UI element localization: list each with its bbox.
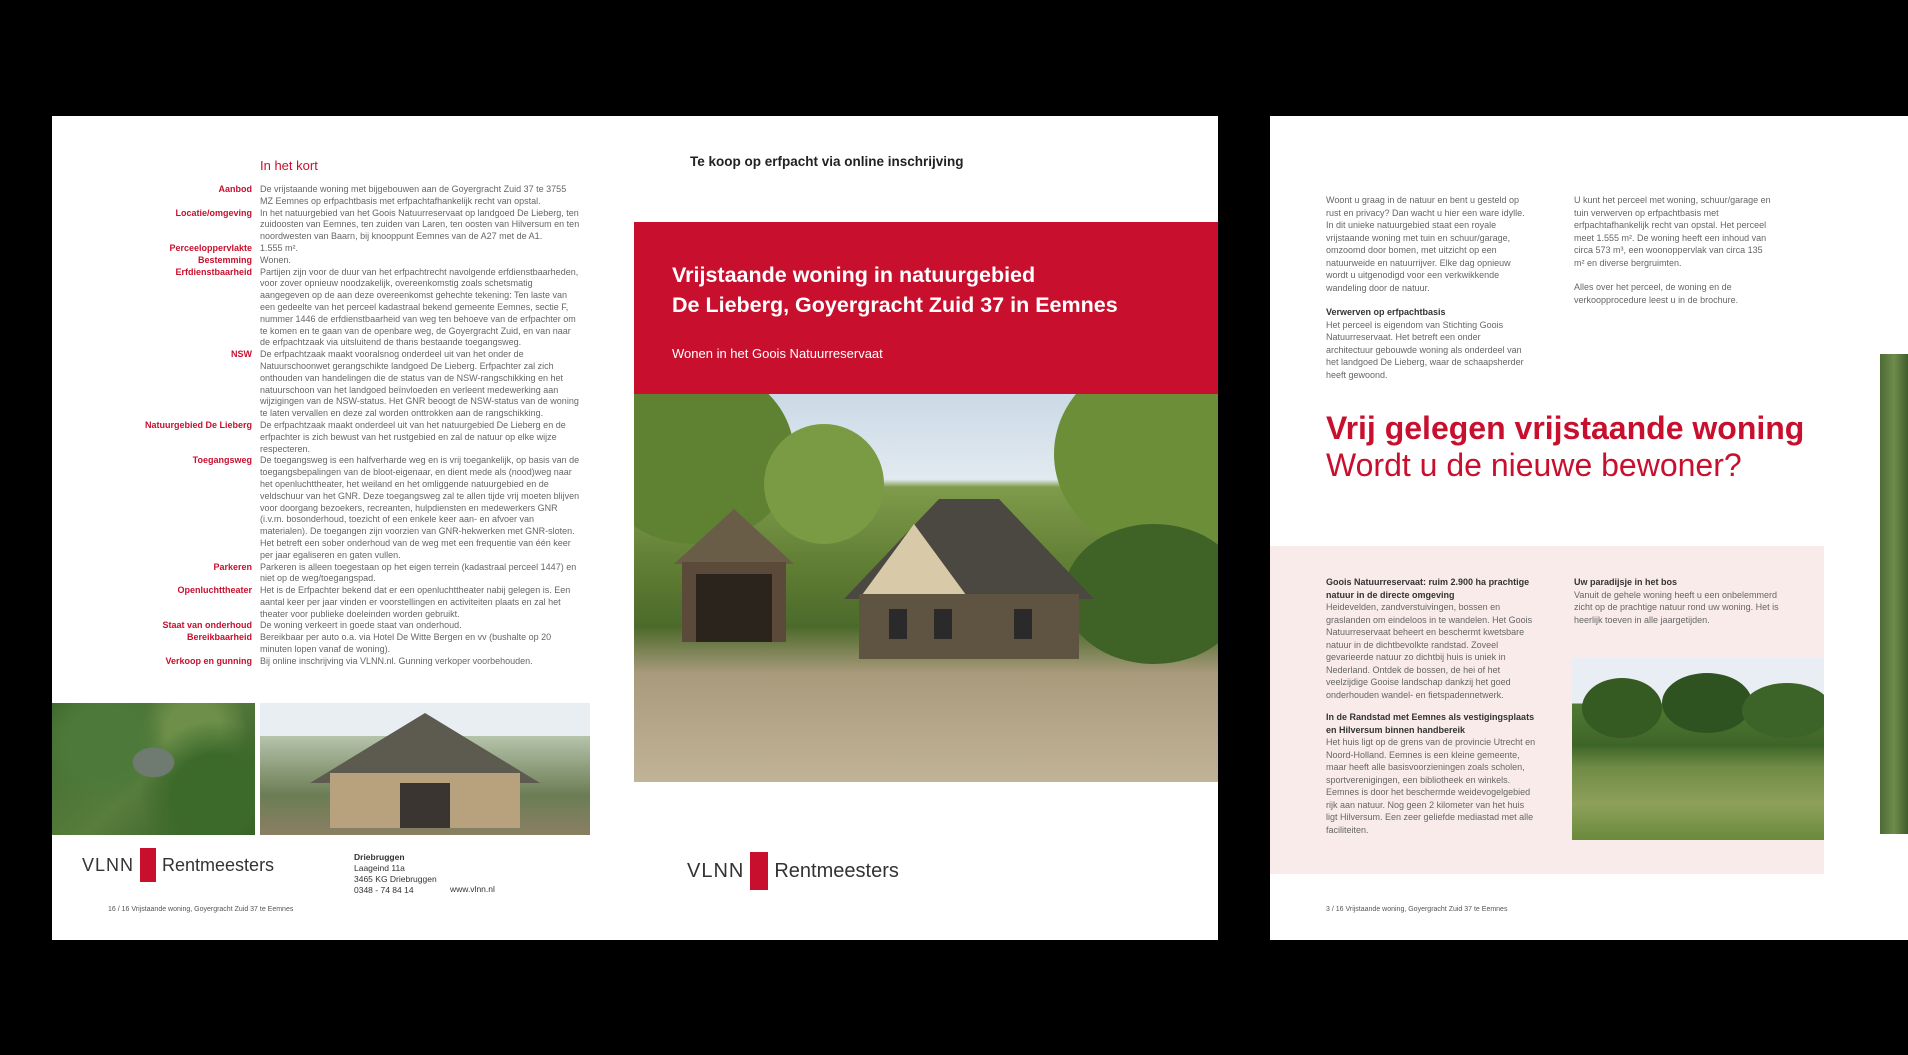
page-headline bbox=[1326, 410, 1804, 484]
office-address bbox=[354, 852, 437, 896]
fact-value: De toegangsweg is een halfverharde weg en is vrij toegankelijk, op basis van de toegangsbepalingen van de bloot-eigenaar, en dient mede als (nood)weg naar het openluchttheater, het weiland en het omliggende natuurgebied en de veldschuur van het GNR. Deze toegangsweg zal te allen tijde vrij moeten blijven voor doorgang bezoekers, recreanten, hulpdiensten en medewerkers GNR (i.v.m. bosonderhoud, toezicht of een enkele keer aan- en afvoer van materialen). De toegangen zijn voorzien van GNR-hekwerken met GNR-sloten. Het betreft een sober onderhoud van de weg met een frequentie van één keer per jaar egaliseren en gaten vullen. bbox=[260, 455, 580, 560]
intro-paragraph: Het perceel is eigendom van Stichting Goois Natuurreservaat. Het betreft een onder architectuur gebouwde woning als onderdeel van het landgoed De Lieberg, waar de schaapsherder heeft gewoond. bbox=[1326, 319, 1524, 380]
info-box-column-right bbox=[1574, 576, 1784, 636]
logo-text-left: VLNN bbox=[82, 854, 135, 875]
fact-row bbox=[112, 620, 638, 632]
fact-label: Perceeloppervlakte bbox=[169, 242, 252, 253]
brochure-spread-left bbox=[52, 116, 1218, 940]
intro-column-right bbox=[1574, 194, 1774, 318]
door-shape bbox=[400, 783, 450, 828]
logo-text-left: VLNN bbox=[687, 859, 745, 882]
fact-value: De erfpachtzaak maakt onderdeel uit van het natuurgebied De Lieberg en de erfpachter is zich bewust van het rustgebied en zal de natuur op elke wijze respecteren. bbox=[260, 419, 566, 454]
box-paragraph: Het huis ligt op de grens van de provincie Utrecht en Noord-Holland. Eemnes is een kleine gemeente, maar heeft alle basisvoorzieningen zoals scholen, sportverenigingen, een bibliotheek en winkels. Eemnes is door het beschermde weidevogelgebied rijk aan natuur. Nog geen 2 kilometer van het huis ligt Hilversum. Een zeer geliefde mediastad met alle faciliteiten. bbox=[1326, 737, 1536, 835]
fact-row bbox=[112, 585, 638, 620]
intro-column-left bbox=[1326, 194, 1526, 393]
fact-row bbox=[112, 656, 638, 668]
cover-title-line2: De Lieberg, Goyergracht Zuid 37 in Eemnes bbox=[672, 293, 1118, 317]
fact-value: In het natuurgebied van het Goois Natuurreservaat op landgoed De Lieberg, ten zuidoosten van Eemnes, ten zuiden van Laren, ten oosten van Hilversum en ten noordwesten van Baarn, bij knooppunt Eemnes van de A27 met de A1. bbox=[260, 207, 580, 242]
fact-row bbox=[112, 184, 638, 208]
fact-value: De woning verkeert in goede staat van onderhoud. bbox=[260, 620, 462, 631]
cover-subtitle: Wonen in het Goois Natuurreservaat bbox=[672, 346, 883, 361]
section-title: In het kort bbox=[260, 158, 318, 173]
fact-label: Bereikbaarheid bbox=[186, 632, 252, 643]
fact-row bbox=[112, 208, 638, 243]
fact-value: 1.555 m². bbox=[260, 242, 299, 253]
fact-value: Partijen zijn voor de duur van het erfpachtrecht navolgende erfdienstbaarheden, voor zover opnieuw noodzakelijk, overeenkomstig zoals schetsmatig aangegeven op de aan deze overeenkomst gehechte tekening: Ten laste van een gedeelte van het perceel kadastraal bekend gemeente Eemnes, sectie F, nummer 1446 de erfdienstbaarheid van weg ten behoeve van de erfpachter om te komen en te gaan van de openbare weg, de Goyergracht Zuid, en van naar de erfpachtzaak via uitsluitend de thans bestaande toegangsweg. bbox=[260, 266, 579, 348]
fact-row bbox=[112, 349, 638, 420]
page-footer: 16 / 16 Vrijstaande woning, Goyergracht Zuid 37 te Eemnes bbox=[108, 906, 294, 913]
fact-row bbox=[112, 267, 638, 350]
box-heading: Goois Natuurreservaat: ruim 2.900 ha prachtige natuur in de directe omgeving bbox=[1326, 577, 1530, 600]
house-window bbox=[889, 609, 907, 639]
brochure-page-right bbox=[1270, 116, 1908, 940]
tree-shape bbox=[1662, 673, 1752, 733]
headline-line2: Wordt u de nieuwe bewoner? bbox=[1326, 447, 1742, 483]
fact-label: Locatie/omgeving bbox=[175, 207, 252, 218]
cover-top-line: Te koop op erfpacht via online inschrijving bbox=[690, 154, 964, 169]
fact-label: Verkoop en gunning bbox=[165, 655, 252, 666]
fact-value: Het is de Erfpachter bekend dat er een openluchttheater nabij gelegen is. Een aantal keer per jaar vinden er voorstellingen en activiteiten plaats en zal het theater voor publieke doeleinden worden gebruikt. bbox=[260, 585, 571, 619]
headline-line1: Vrij gelegen vrijstaande woning bbox=[1326, 410, 1805, 446]
fact-label: Toegangsweg bbox=[192, 455, 252, 466]
aerial-photo bbox=[52, 703, 255, 835]
fact-row bbox=[112, 243, 638, 255]
fact-value: Bereikbaar per auto o.a. via Hotel De Witte Bergen en vv (bushalte op 20 minuten lopen vanaf de woning). bbox=[260, 632, 552, 655]
house-front-photo bbox=[260, 703, 590, 835]
logo-text-right: Rentmeesters bbox=[162, 854, 275, 875]
fact-row bbox=[112, 420, 638, 455]
fact-label: Parkeren bbox=[213, 561, 252, 572]
fact-value: Bij online inschrijving via VLNN.nl. Gunning verkoper voorbehouden. bbox=[260, 655, 533, 666]
cropped-photo-edge bbox=[1880, 354, 1908, 834]
garage-door bbox=[696, 574, 772, 642]
cover-title bbox=[672, 260, 1118, 320]
tree-shape bbox=[1742, 683, 1824, 738]
office-name: Driebruggen bbox=[354, 852, 405, 862]
meadow-photo bbox=[1572, 658, 1824, 840]
facts-list bbox=[112, 184, 638, 668]
logo-text-right: Rentmeesters bbox=[774, 859, 899, 882]
cover-house-photo bbox=[634, 394, 1218, 782]
house-window bbox=[1014, 609, 1032, 639]
fact-value: Wonen. bbox=[260, 254, 291, 265]
fact-row bbox=[112, 562, 638, 586]
intro-heading: Verwerven op erfpachtbasis bbox=[1326, 307, 1446, 317]
fact-label: Erfdienstbaarheid bbox=[175, 266, 252, 277]
fact-label: Staat van onderhoud bbox=[162, 620, 252, 631]
intro-paragraph: Alles over het perceel, de woning en de verkoopprocedure leest u in de brochure. bbox=[1574, 282, 1739, 305]
fact-label: Openluchttheater bbox=[177, 585, 252, 596]
tree-shape bbox=[1582, 678, 1662, 738]
house-window bbox=[934, 609, 952, 639]
logo-bar bbox=[750, 852, 768, 890]
intro-paragraph: Woont u graag in de natuur en bent u gesteld op rust en privacy? Dan wacht u hier een ware idylle. In dit unieke natuurgebied staat een royale vrijstaande woning met tuin en schuur/garage, omzoomd door bomen, met uitzicht op een natuurweide en natuurrijver. Elke dag opnieuw wordt u uitgenodigd voor een verkwikkende wandeling door de natuur. bbox=[1326, 195, 1525, 293]
logo-bar bbox=[140, 848, 156, 882]
intro-paragraph: U kunt het perceel met woning, schuur/garage en tuin verwerven op erfpachtbasis met erfpachtafhankelijk recht van opstal. Het perceel meet 1.555 m². De woning heeft een inhoud van circa 573 m³, een woonoppervlak van circa 135 m² en diverse bergruimten. bbox=[1574, 195, 1771, 268]
office-street: Laageind 11a bbox=[354, 863, 405, 873]
tree-shape bbox=[764, 424, 884, 544]
cover-title-line1: Vrijstaande woning in natuurgebied bbox=[672, 263, 1036, 287]
vlnn-logo-cover bbox=[687, 852, 899, 890]
fact-row bbox=[112, 255, 638, 267]
fact-value: Parkeren is alleen toegestaan op het eigen terrein (kadastraal perceel 1447) en niet op de weg/toegangspad. bbox=[260, 561, 577, 584]
page-footer: 3 / 16 Vrijstaande woning, Goyergracht Zuid 37 te Eemnes bbox=[1326, 906, 1508, 913]
fact-row bbox=[112, 455, 638, 561]
fact-label: Aanbod bbox=[218, 184, 252, 194]
fact-label: NSW bbox=[231, 349, 252, 360]
fact-label: Natuurgebied De Lieberg bbox=[144, 419, 252, 430]
box-paragraph: Vanuit de gehele woning heeft u een onbelemmerd zicht op de prachtige natuur rond uw woning. Het is heerlijk toeven in alle jaargetijden. bbox=[1574, 589, 1779, 625]
info-box-column-left bbox=[1326, 576, 1536, 846]
office-phone: 0348 - 74 84 14 bbox=[354, 885, 414, 895]
box-heading: In de Randstad met Eemnes als vestigingsplaats en Hilversum binnen handbereik bbox=[1326, 712, 1535, 735]
fact-value: De erfpachtzaak maakt vooralsnog onderdeel uit van het onder de Natuurschoonwet gerangschikte landgoed De Lieberg. Erfpachter zal zich onthouden van handelingen die de status van de NSW-rangschikking en het natuurschoon van het landgoed beïnvloeden en verleent medewerking aan wijzigingen van de NSW-status. Het GNR beoogt de NSW-status van de woning te laten vervallen en deze zal worden onttrokken aan de rangschikking. bbox=[260, 349, 579, 419]
box-heading: Uw paradijsje in het bos bbox=[1574, 577, 1678, 587]
vlnn-logo bbox=[82, 848, 274, 882]
office-city: 3465 KG Driebruggen bbox=[354, 874, 437, 884]
cover-title-block bbox=[634, 222, 1218, 394]
fact-label: Bestemming bbox=[197, 254, 252, 265]
website-link[interactable]: www.vlnn.nl bbox=[450, 884, 495, 894]
fact-row bbox=[112, 632, 638, 656]
fact-value: De vrijstaande woning met bijgebouwen aan de Goyergracht Zuid 37 te 3755 MZ Eemnes op erfpachtbasis met erfpachtafhankelijk recht van opstal. bbox=[260, 184, 567, 206]
box-paragraph: Heidevelden, zandverstuivingen, bossen en graslanden om eindeloos in te wandelen. Het Goois Natuurreservaat beheert en beschermt kwetsbare natuur in de dichtbevolkte randstad. Zoveel gevarieerde natuur zo dichtbij huis is uniek in Nederland. Ontdek de bossen, de hei of het veelzijdige Gooise landschap dankzij het goed onderhouden wandel- en fietspadennetwerk. bbox=[1326, 602, 1533, 700]
